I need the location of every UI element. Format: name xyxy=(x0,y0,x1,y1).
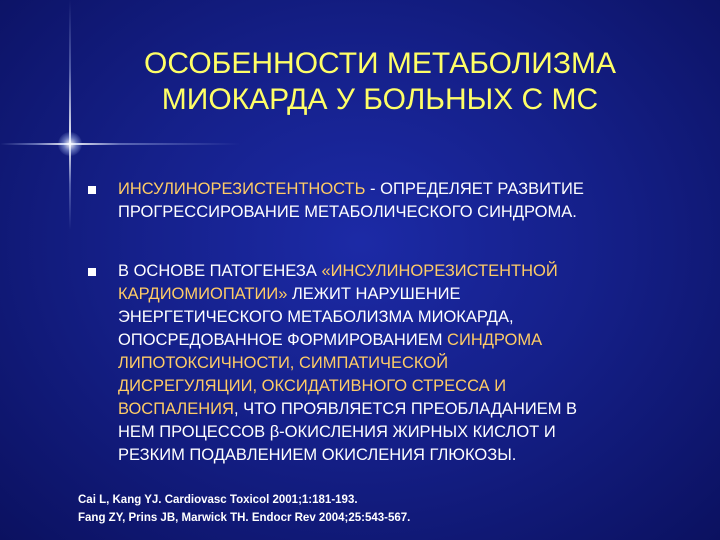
highlighted-text: СИНДРОМА xyxy=(447,331,543,349)
bullet-line xyxy=(118,352,698,375)
body-text: РЕЗКИМ ПОДАВЛЕНИЕМ ОКИСЛЕНИЯ ГЛЮКОЗЫ. xyxy=(118,446,517,464)
highlighted-text: ДИСРЕГУЛЯЦИИ, ОКСИДАТИВНОГО СТРЕССА И xyxy=(118,377,507,395)
bullet-line xyxy=(118,178,698,201)
bullet-square-icon xyxy=(88,268,96,276)
body-text: НЕМ ПРОЦЕССОВ β-ОКИСЛЕНИЯ ЖИРНЫХ КИСЛОТ И xyxy=(118,423,556,441)
reference-2: Fang ZY, Prins JB, Marwick TH. Endocr Rev 2004;25:543-567. xyxy=(78,512,411,524)
bullet-line xyxy=(118,260,698,283)
body-text: ПРОГРЕССИРОВАНИЕ МЕТАБОЛИЧЕСКОГО СИНДРОМА. xyxy=(118,203,577,221)
bullet-line xyxy=(118,444,698,467)
bullet-item-1 xyxy=(118,178,698,224)
bullet-line xyxy=(118,398,698,421)
lens-flare-center xyxy=(58,132,82,156)
body-text: ЭНЕРГЕТИЧЕСКОГО МЕТАБОЛИЗМА МИОКАРДА, xyxy=(118,308,514,326)
bullet-item-2 xyxy=(118,260,698,467)
reference-1: Cai L, Kang YJ. Cardiovasc Toxicol 2001;1:181-193. xyxy=(78,494,358,506)
bullet-line xyxy=(118,375,698,398)
bullet-line xyxy=(118,421,698,444)
highlighted-text: ВОСПАЛЕНИЯ xyxy=(118,400,234,418)
body-text: - ОПРЕДЕЛЯЕТ РАЗВИТИЕ xyxy=(365,180,584,198)
lens-flare-horizontal xyxy=(0,143,240,145)
body-text: В ОСНОВЕ ПАТОГЕНЕЗА xyxy=(118,262,322,280)
highlighted-text: «ИНСУЛИНОРЕЗИСТЕНТНОЙ xyxy=(321,262,558,280)
references xyxy=(78,491,410,527)
body-text: ОПОСРЕДОВАННОЕ ФОРМИРОВАНИЕМ xyxy=(118,331,448,349)
title-line-1: ОСОБЕННОСТИ МЕТАБОЛИЗМА xyxy=(144,47,616,80)
highlighted-text: ЛИПОТОКСИЧНОСТИ, СИМПАТИЧЕСКОЙ xyxy=(118,354,449,372)
bullet-square-icon xyxy=(88,186,96,194)
title-line-2: МИОКАРДА У БОЛЬНЫХ С МС xyxy=(161,83,599,116)
body-text: , ЧТО ПРОЯВЛЯЕТСЯ ПРЕОБЛАДАНИЕМ В xyxy=(233,400,578,418)
bullet-line xyxy=(118,201,698,224)
highlighted-text: КАРДИОМИОПАТИИ» xyxy=(118,285,288,303)
highlighted-text: ИНСУЛИНОРЕЗИСТЕНТНОСТЬ xyxy=(118,180,366,198)
bullet-line xyxy=(118,306,698,329)
slide-title xyxy=(60,46,700,118)
bullet-line xyxy=(118,283,698,306)
bullet-line xyxy=(118,329,698,352)
body-text: ЛЕЖИТ НАРУШЕНИЕ xyxy=(287,285,461,303)
